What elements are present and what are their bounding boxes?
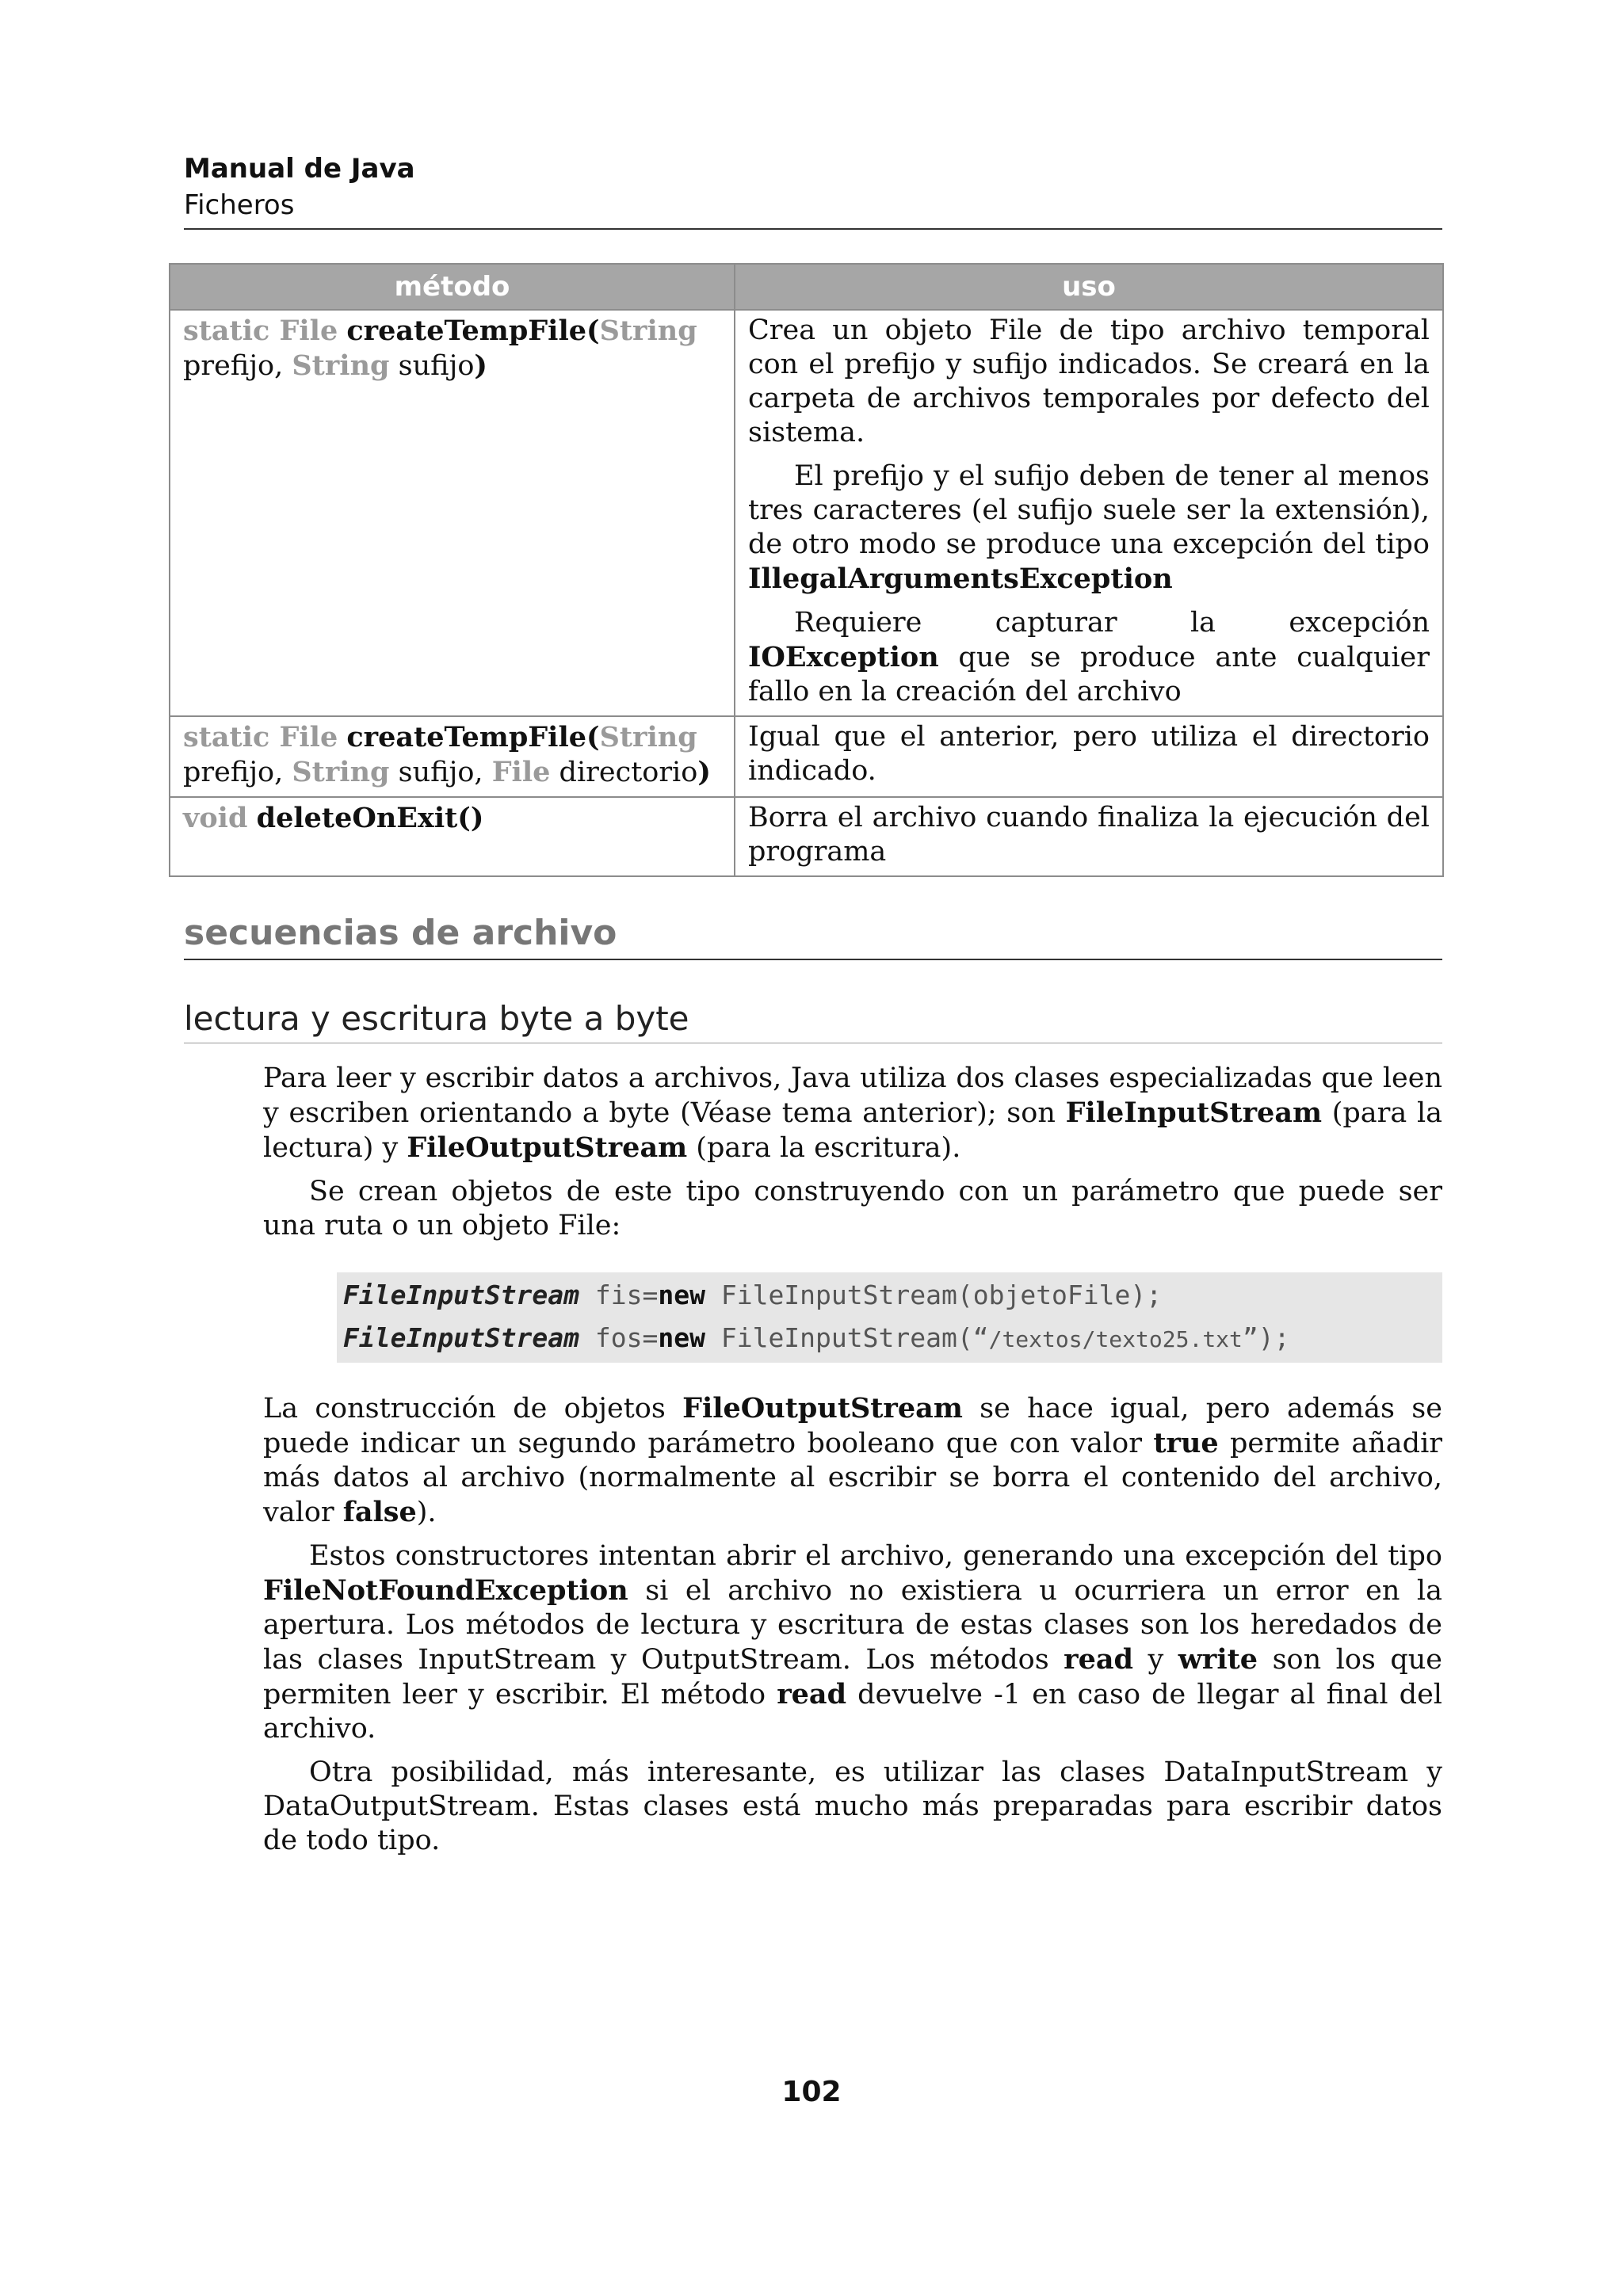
table-header-row <box>170 264 1443 310</box>
return-type: static File <box>183 721 338 753</box>
page-number: 102 <box>781 2076 842 2108</box>
code-keyword: new <box>658 1322 705 1353</box>
closing-paren: ) <box>474 349 487 382</box>
use-paragraph <box>748 606 1430 709</box>
keyword: true <box>1153 1427 1219 1459</box>
text: Para leer y escribir datos a archivos, Java utiliza dos clases especializadas que leen y escriben orientando a byte (Véase tema anterior); son <box>263 1062 1442 1129</box>
method-cell <box>170 716 735 797</box>
param-type: String <box>599 315 697 347</box>
class-name: FileInputStream <box>1065 1097 1323 1129</box>
param-name: prefijo, <box>183 757 284 788</box>
closing-paren: ) <box>697 756 711 788</box>
running-header <box>184 151 1442 230</box>
text: Requiere capturar la excepción <box>794 607 1430 639</box>
paragraph: Otra posibilidad, más interesante, es utilizar las clases DataInputStream y DataOutputStream. Estas clases está mucho más preparadas para escribir datos de todo tipo. <box>263 1756 1442 1856</box>
param-type: String <box>599 721 697 753</box>
text: que se produce ante cualquier fallo en la creación del archivo <box>748 642 1430 707</box>
method-name: createTempFile( <box>346 315 600 347</box>
column-header-method: método <box>170 264 735 310</box>
param-type: File <box>491 756 551 788</box>
code-class: FileInputStream <box>343 1280 580 1310</box>
class-name: FileOutputStream <box>682 1392 963 1425</box>
keyword: write <box>1178 1643 1258 1676</box>
return-type: void <box>183 802 248 834</box>
body-text-bottom <box>263 1391 1442 1867</box>
code-text: FileInputStream(“ <box>705 1322 989 1353</box>
use-cell <box>735 797 1443 876</box>
code-text: fos= <box>579 1322 659 1353</box>
body-text-top <box>263 1062 1442 1253</box>
use-paragraph <box>748 460 1430 597</box>
subsection-heading: lectura y escritura byte a byte <box>184 995 1442 1043</box>
code-line <box>343 1274 1436 1317</box>
text: permite añadir más datos al archivo (normalmente al escribir se borra el contenido del archivo, valor <box>263 1428 1442 1528</box>
param-type: String <box>292 756 390 788</box>
code-line <box>343 1317 1436 1361</box>
code-keyword: new <box>658 1280 705 1310</box>
text: si el archivo no existiera u ocurriera un error en la apertura. Los métodos de lectura y escritura de estas clases son los heredados de las clases InputStream y OutputStream. Los métodos <box>263 1575 1442 1676</box>
table-row <box>170 716 1443 797</box>
text: y <box>1133 1644 1178 1676</box>
text: ). <box>416 1497 437 1528</box>
keyword: read <box>777 1678 847 1711</box>
text: (para la escritura). <box>687 1132 961 1164</box>
section-heading: secuencias de archivo <box>184 908 1442 960</box>
text: El prefijo y el sufijo deben de tener al menos tres caracteres (el sufijo suele ser la extensión), de otro modo se produce una excepción del tipo <box>748 460 1430 560</box>
column-header-use: uso <box>735 264 1443 310</box>
exception-name: IOException <box>748 641 939 673</box>
paragraph <box>263 1391 1442 1530</box>
param-name: sufijo <box>398 350 475 382</box>
use-paragraph: Igual que el anterior, pero utiliza el directorio indicado. <box>748 721 1430 787</box>
code-class: FileInputStream <box>343 1322 580 1353</box>
use-cell <box>735 310 1443 716</box>
methods-table <box>169 263 1444 877</box>
table-row <box>170 797 1443 876</box>
paragraph <box>263 1539 1442 1746</box>
code-block <box>337 1272 1442 1363</box>
paragraph <box>263 1062 1442 1165</box>
class-name: FileNotFoundException <box>263 1574 628 1607</box>
use-cell <box>735 716 1443 797</box>
method-cell <box>170 797 735 876</box>
text: se hace igual, pero además se puede indicar un segundo parámetro booleano que con valor <box>263 1393 1442 1459</box>
param-name: sufijo, <box>398 757 483 788</box>
chapter-title: Ficheros <box>184 189 295 221</box>
book-title: Manual de Java <box>184 153 415 185</box>
param-type: String <box>292 349 390 382</box>
code-text: fis= <box>579 1280 659 1310</box>
param-name: prefijo, <box>183 350 284 382</box>
text: La construcción de objetos <box>263 1393 683 1425</box>
return-type: static File <box>183 315 338 347</box>
code-text: ”); <box>1242 1322 1290 1353</box>
method-name: deleteOnExit() <box>256 802 484 834</box>
text: son los que permiten leer y escribir. El método <box>263 1644 1442 1711</box>
class-name: FileOutputStream <box>407 1131 688 1164</box>
method-name: createTempFile( <box>346 721 600 753</box>
text: (para la lectura) y <box>263 1097 1442 1164</box>
use-paragraph: Crea un objeto File de tipo archivo temporal con el prefijo y sufijo indicados. Se creará en la carpeta de archivos temporales por defecto del sistema. <box>748 315 1430 448</box>
code-string: /textos/texto25.txt <box>988 1326 1243 1352</box>
text: devuelve -1 en caso de llegar al final del archivo. <box>263 1679 1442 1745</box>
code-text: FileInputStream(objetoFile); <box>705 1280 1163 1310</box>
exception-name: IllegalArgumentsException <box>748 563 1173 595</box>
table-row <box>170 310 1443 716</box>
paragraph: Se crean objetos de este tipo construyendo con un parámetro que puede ser una ruta o un objeto File: <box>263 1176 1442 1241</box>
keyword: false <box>342 1496 417 1528</box>
param-name: directorio <box>559 757 698 788</box>
method-cell <box>170 310 735 716</box>
use-paragraph: Borra el archivo cuando finaliza la ejecución del programa <box>748 802 1430 868</box>
text: Estos constructores intentan abrir el archivo, generando una excepción del tipo <box>309 1540 1442 1572</box>
keyword: read <box>1064 1643 1134 1676</box>
